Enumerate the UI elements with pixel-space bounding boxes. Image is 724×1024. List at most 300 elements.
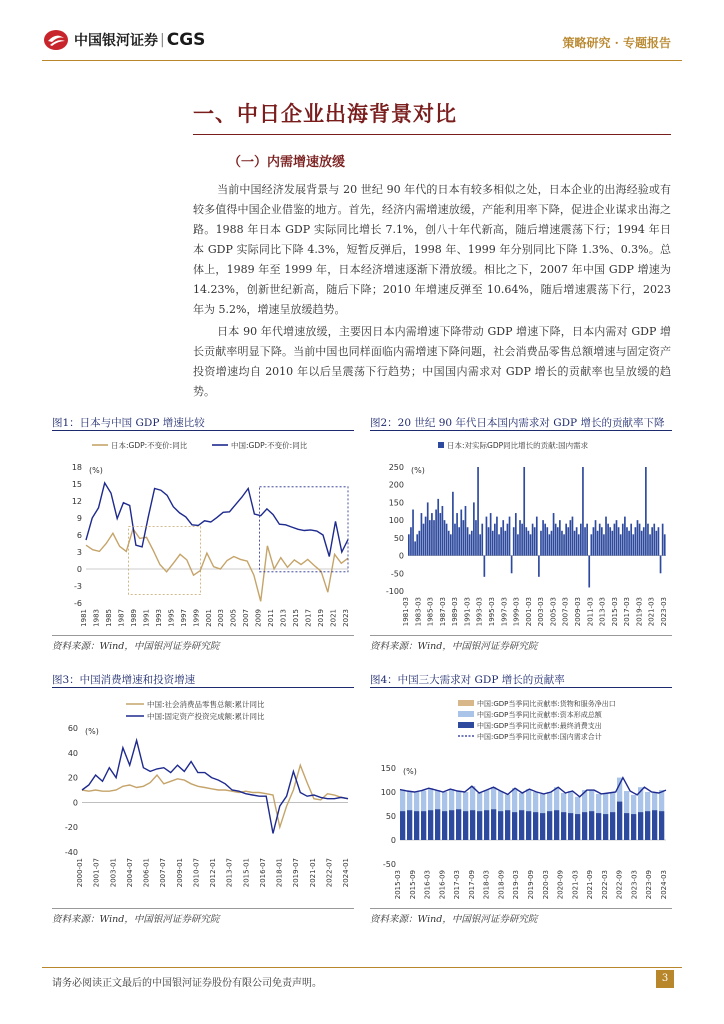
- bar: [551, 531, 553, 556]
- x-tick-label: 2021-01: [308, 858, 317, 888]
- bar: [517, 534, 519, 555]
- bar: [599, 524, 601, 556]
- bar: [593, 527, 595, 555]
- y-tick-label: -50: [390, 569, 404, 579]
- bar: [570, 520, 572, 555]
- bar: [465, 506, 467, 556]
- y-tick-label: 0: [72, 798, 78, 808]
- x-tick-label: 2021: [329, 609, 338, 627]
- bar: [555, 524, 557, 556]
- bar: [412, 510, 414, 556]
- bar: [589, 811, 594, 840]
- bar: [603, 534, 605, 555]
- bar: [463, 520, 465, 555]
- x-tick-label: 2001-03: [524, 597, 533, 627]
- x-tick-label: 2023-03: [630, 870, 639, 900]
- x-tick-label: 2015-09: [408, 870, 417, 900]
- x-tick-label: 1999: [192, 609, 201, 627]
- x-tick-label: 2009: [254, 609, 263, 627]
- bar: [620, 534, 622, 555]
- y-tick-label: 50: [385, 812, 396, 821]
- legend-label: 中国:固定资产投资完成额:累计同比: [147, 712, 265, 721]
- bar: [435, 510, 437, 556]
- bar: [458, 527, 460, 555]
- figure-4: [370, 672, 672, 925]
- bar: [652, 810, 657, 840]
- bar: [547, 811, 552, 840]
- bar: [452, 492, 454, 556]
- x-tick-label: 2011: [267, 609, 276, 627]
- bar: [433, 520, 435, 555]
- x-tick-label: 2009-03: [574, 597, 582, 627]
- bar: [659, 811, 664, 840]
- x-tick-label: 2015-03: [610, 597, 619, 627]
- y-tick-label: 0: [76, 565, 82, 574]
- bar: [460, 510, 462, 556]
- bar: [519, 520, 521, 555]
- bar: [549, 534, 551, 555]
- bar-chart: [370, 435, 672, 635]
- x-tick-label: 2015: [292, 609, 301, 627]
- x-tick-label: 2017-03: [453, 870, 462, 900]
- bar: [470, 810, 475, 840]
- bar: [632, 534, 634, 555]
- bar: [435, 809, 440, 840]
- x-tick-label: 1993-03: [475, 597, 484, 627]
- x-tick-label: 2021-03: [571, 870, 580, 900]
- bar: [559, 520, 561, 555]
- bar: [588, 556, 590, 588]
- bar: [515, 513, 517, 556]
- bar: [597, 531, 599, 556]
- figure-title: 图3：中国消费增速和投资增速: [52, 672, 354, 688]
- bar: [565, 524, 567, 556]
- x-tick-label: 1983-03: [414, 597, 423, 627]
- x-tick-label: 2007: [242, 609, 251, 627]
- bar: [477, 467, 479, 556]
- x-tick-label: 2019-07: [292, 858, 301, 888]
- legend-swatch: [458, 700, 474, 706]
- bar: [505, 810, 510, 840]
- y-tick-label: 150: [388, 498, 404, 508]
- bar: [626, 527, 628, 555]
- bar: [484, 810, 489, 840]
- bar: [617, 802, 622, 840]
- bar: [643, 527, 645, 555]
- y-tick-label: -100: [385, 587, 404, 596]
- figure-1: [52, 415, 354, 650]
- bar: [410, 527, 412, 555]
- x-tick-label: 2022-07: [325, 858, 334, 888]
- bar: [423, 524, 425, 556]
- bar: [523, 467, 525, 556]
- unit-label: (%): [85, 727, 99, 736]
- x-tick-label: 2020-03: [541, 870, 550, 900]
- brand-logo-icon: [42, 28, 70, 52]
- y-tick-label: 200: [388, 480, 404, 490]
- bar: [561, 812, 566, 840]
- section-divider: [193, 134, 671, 135]
- x-tick-label: 2010-07: [192, 858, 201, 888]
- report-type: 策略研究 · 专题报告: [562, 36, 671, 50]
- bar: [471, 531, 473, 556]
- y-tick-label: 9: [76, 514, 82, 523]
- legend-label: 中国:GDP当季同比贡献率:货物和服务净出口: [477, 700, 616, 708]
- legend-label: 中国:GDP当季同比贡献率:国内需求合计: [477, 733, 602, 741]
- unit-label: (%): [403, 767, 417, 776]
- bar: [649, 534, 651, 555]
- bar: [509, 517, 511, 556]
- bar: [647, 524, 649, 556]
- bar: [428, 810, 433, 840]
- y-tick-label: -20: [64, 823, 78, 833]
- x-tick-label: 2024-01: [342, 858, 350, 888]
- x-tick-label: 2022-09: [615, 870, 624, 900]
- section-title: 一、中日企业出海背景对比: [193, 101, 457, 126]
- bar: [601, 527, 603, 555]
- x-tick-label: 1985-03: [426, 597, 435, 627]
- bar: [454, 524, 456, 556]
- bar: [448, 531, 450, 556]
- x-tick-label: 1995-03: [488, 597, 496, 627]
- bar: [502, 520, 504, 555]
- bar: [534, 527, 536, 555]
- bar: [504, 531, 506, 556]
- paragraph-text: 日本 90 年代增速放缓，主要因日本内需增速下降带动 GDP 增速下降，日本内需对 GDP 增长贡献率明显下降。当前中国也同样面临内需增速下降问题，社会消费品零售总额增速与固定资产投资增速均自 2010 年以后呈震荡下行趋势；中国国内需求对 GDP 增长的贡献率也呈放缓的趋势。: [193, 325, 671, 398]
- x-tick-label: 2018-01: [275, 858, 284, 888]
- bar-chart: [370, 692, 672, 907]
- bar: [563, 534, 565, 555]
- y-tick-label: -3: [74, 582, 82, 591]
- legend-swatch: [458, 711, 474, 717]
- bar: [553, 513, 555, 556]
- x-tick-label: 1987: [117, 609, 126, 627]
- x-tick-label: 2016-03: [423, 870, 432, 900]
- y-tick-label: 100: [388, 516, 404, 526]
- bar: [463, 811, 468, 840]
- paragraph-text: 当前中国经济发展背景与 20 世纪 90 年代的日本有较多相似之处，日本企业的出海经验或有较多值得中国企业借鉴的地方。首先，经济内需增速放缓，产能利用率下降，促进企业谋求出海之路。1988 年日本 GDP 实际同比增长 7.1%，创八十年代新高，随后增速震荡下行；1994 年日本 GDP 实际同比下降 4.3%，短暂反弹后，1998 年、1999 年分别同比下降 1.3%、0.3%。总体上，1989 年至 1999 年，日本经济增速逐渐下滑放缓。相比之下，2007 年中国 GDP 增速为 14.23%，创新世纪新高，随后下降；2010 年增速反弹至 10.64%，随后增速震荡下行，2023 年为 5.2%，增速呈放缓趋势。: [193, 183, 671, 316]
- x-tick-label: 2022-03: [600, 870, 609, 900]
- x-tick-label: 1989: [129, 609, 138, 627]
- bar: [596, 813, 601, 840]
- bar: [490, 513, 492, 556]
- bar: [653, 524, 655, 556]
- bar: [475, 520, 477, 555]
- x-tick-label: 2016-07: [258, 858, 267, 888]
- bar: [519, 810, 524, 840]
- series-line: [86, 483, 348, 557]
- bar: [431, 513, 433, 556]
- bar: [525, 527, 527, 555]
- legend-swatch: [458, 722, 474, 728]
- bar: [513, 527, 515, 555]
- y-tick-label: 15: [71, 480, 82, 489]
- bar: [630, 524, 632, 556]
- x-tick-label: 2001-07: [92, 858, 101, 888]
- y-tick-label: 12: [71, 497, 82, 506]
- x-tick-label: 2011-03: [586, 597, 595, 627]
- y-tick-label: 60: [67, 724, 78, 733]
- y-tick-label: 3: [76, 548, 82, 557]
- footer-disclaimer: 请务必阅读正文最后的中国银河证券股份有限公司免责声明。: [52, 978, 322, 989]
- x-tick-label: 1993: [154, 609, 163, 627]
- x-tick-label: 2012-01: [209, 858, 217, 888]
- x-tick-label: 2018-03: [482, 870, 491, 900]
- y-tick-label: -50: [382, 860, 396, 869]
- bar: [469, 534, 471, 555]
- bar: [486, 517, 488, 556]
- bar: [456, 809, 461, 840]
- bar: [407, 810, 412, 840]
- y-tick-label: 50: [393, 533, 404, 543]
- bar: [605, 517, 607, 556]
- bar: [414, 541, 416, 555]
- x-tick-label: 2007-07: [159, 858, 168, 888]
- line-chart: [52, 435, 354, 635]
- y-tick-label: 0: [398, 551, 404, 561]
- x-tick-label: 2021-03: [647, 597, 656, 627]
- bar: [481, 524, 483, 556]
- bar: [645, 467, 647, 556]
- bar: [418, 531, 420, 556]
- bar: [429, 520, 431, 555]
- bar: [498, 811, 503, 840]
- bar: [526, 811, 531, 840]
- x-tick-label: 2019: [317, 609, 326, 627]
- x-tick-label: 2017: [304, 609, 313, 627]
- bar: [427, 502, 429, 555]
- x-tick-label: 2013: [279, 609, 288, 627]
- x-tick-label: 1989-03: [451, 597, 460, 627]
- bar: [607, 524, 609, 556]
- bar: [538, 556, 540, 577]
- bar: [662, 524, 664, 556]
- bar: [658, 527, 660, 555]
- bar: [449, 810, 454, 840]
- legend-label: 中国:GDP:不变价:同比: [231, 441, 308, 450]
- x-tick-label: 2019-03: [512, 870, 521, 900]
- highlight-box: [129, 527, 201, 595]
- header-divider: [42, 60, 682, 61]
- x-tick-label: 1981-03: [402, 597, 410, 627]
- figure-source: 资料来源：Wind，中国银河证券研究院: [52, 908, 354, 925]
- figure-title: 图2：20 世纪 90 年代日本国内需求对 GDP 增长的贡献率下降: [370, 415, 672, 431]
- x-tick-label: 2021-09: [586, 870, 595, 900]
- x-tick-label: 2013-07: [225, 858, 234, 888]
- bar: [484, 556, 486, 577]
- bar: [473, 502, 475, 555]
- bar: [400, 811, 405, 840]
- bar: [580, 524, 582, 556]
- bar: [595, 520, 597, 555]
- bar: [554, 810, 559, 840]
- bar: [603, 814, 608, 840]
- x-tick-label: 2023-09: [645, 870, 654, 900]
- x-tick-label: 1991-03: [463, 597, 472, 627]
- bar: [622, 524, 624, 556]
- x-tick-label: 1983: [92, 609, 101, 627]
- figure-source: 资料来源：Wind，中国银河证券研究院: [370, 635, 672, 652]
- x-tick-label: 2003-03: [537, 597, 546, 627]
- bar: [416, 534, 418, 555]
- bar: [624, 517, 626, 556]
- bar: [521, 524, 523, 556]
- x-tick-label: 2003-01: [109, 858, 118, 888]
- bar: [444, 520, 446, 555]
- bar: [442, 506, 444, 556]
- figure-source: 资料来源：Wind，中国银河证券研究院: [52, 635, 354, 652]
- y-tick-label: 40: [67, 748, 78, 758]
- x-tick-label: 2017-09: [467, 870, 476, 900]
- y-tick-label: 18: [71, 463, 82, 472]
- x-tick-label: 2023: [342, 609, 350, 627]
- bar: [456, 513, 458, 556]
- bar: [479, 534, 481, 555]
- x-tick-label: 2020-09: [556, 870, 565, 900]
- bar: [561, 531, 563, 556]
- unit-label: (%): [411, 466, 425, 475]
- bar: [578, 534, 580, 555]
- bar: [645, 811, 650, 840]
- x-tick-label: 1997-03: [500, 597, 509, 627]
- subsection-title: （一）内需增速放缓: [228, 155, 346, 170]
- x-tick-label: 2018-09: [497, 870, 506, 900]
- bar: [450, 534, 452, 555]
- x-tick-label: 2003: [217, 609, 226, 627]
- bar: [651, 527, 653, 555]
- bar: [610, 812, 615, 840]
- x-tick-label: 1991: [142, 609, 151, 627]
- series-line: [86, 529, 348, 602]
- bar: [496, 517, 498, 556]
- bar: [542, 520, 544, 555]
- bar: [498, 534, 500, 555]
- bar: [536, 517, 538, 556]
- bar: [609, 527, 611, 555]
- bar: [530, 534, 532, 555]
- x-tick-label: 2016-09: [438, 870, 447, 900]
- x-tick-label: 2005: [229, 609, 238, 627]
- footer-divider: [42, 967, 682, 968]
- bar: [638, 812, 643, 840]
- bar: [546, 527, 548, 555]
- bar: [544, 524, 546, 556]
- x-tick-label: 2024-03: [660, 870, 668, 900]
- bar: [494, 524, 496, 556]
- x-tick-label: 2023-03: [660, 597, 668, 627]
- figure-3: [52, 672, 354, 925]
- brand-separator: |: [160, 32, 165, 48]
- bar: [586, 524, 588, 556]
- bar: [631, 814, 636, 840]
- bar: [442, 811, 447, 840]
- y-tick-label: 250: [388, 463, 404, 472]
- bar: [439, 513, 441, 556]
- x-tick-label: 1999-03: [512, 597, 521, 627]
- legend-label: 中国:GDP当季同比贡献率:资本形成总额: [477, 711, 602, 719]
- bar: [492, 531, 494, 556]
- bar: [582, 812, 587, 840]
- legend-swatch: [438, 442, 444, 448]
- bar: [628, 531, 630, 556]
- bar: [421, 811, 426, 840]
- bar: [639, 524, 641, 556]
- brand-logo: [42, 28, 205, 52]
- bar: [528, 531, 530, 556]
- x-tick-label: 2004-07: [125, 858, 134, 888]
- y-tick-label: -6: [74, 599, 82, 608]
- x-tick-label: 1981: [80, 609, 88, 627]
- x-tick-label: 2015-03: [394, 870, 402, 900]
- bar: [575, 814, 580, 840]
- x-tick-label: 2017-03: [623, 597, 632, 627]
- line-chart: [52, 692, 354, 907]
- bar: [567, 527, 569, 555]
- bar: [507, 524, 509, 556]
- brand-name-en: CGS: [166, 30, 206, 50]
- bar: [574, 531, 576, 556]
- page-header: [0, 0, 724, 62]
- bar: [511, 556, 513, 574]
- x-tick-label: 2000-01: [76, 858, 84, 888]
- legend-label: 中国:社会消费品零售总额:累计同比: [147, 700, 265, 709]
- bar: [414, 811, 419, 840]
- bar: [568, 813, 573, 840]
- x-tick-label: 2005-03: [549, 597, 558, 627]
- bar: [467, 527, 469, 555]
- bar: [421, 513, 423, 556]
- legend-label: 中国:GDP当季同比贡献率:最终消费支出: [477, 722, 602, 730]
- bar: [512, 812, 517, 840]
- bar: [477, 811, 482, 840]
- x-tick-label: 1997: [179, 609, 188, 627]
- bar: [408, 534, 410, 555]
- x-tick-label: 2007-03: [561, 597, 570, 627]
- x-tick-label: 2013-03: [598, 597, 607, 627]
- bar: [437, 499, 439, 556]
- bar: [582, 467, 584, 556]
- bar: [656, 531, 658, 556]
- figure-source: 资料来源：Wind，中国银河证券研究院: [370, 908, 672, 925]
- y-tick-label: -40: [64, 848, 78, 857]
- x-tick-label: 2009-01: [175, 858, 184, 888]
- bar: [540, 813, 545, 840]
- bar: [637, 520, 639, 555]
- page-number: 3: [656, 970, 674, 988]
- legend-label: 日本:GDP:不变价:同比: [111, 441, 188, 450]
- x-tick-label: 2006-01: [142, 858, 151, 888]
- unit-label: (%): [89, 466, 103, 475]
- x-tick-label: 2019-09: [527, 870, 535, 900]
- x-tick-label: 2019-03: [635, 597, 644, 627]
- bar: [576, 527, 578, 555]
- y-tick-label: 0: [390, 836, 396, 845]
- body-paragraph: [193, 180, 671, 320]
- bar: [618, 527, 620, 555]
- y-tick-label: 150: [380, 764, 396, 773]
- brand-name-cn: 中国银河证券: [74, 33, 158, 49]
- legend-label: 日本:对实际GDP同比增长的贡献:国内需求: [447, 441, 589, 450]
- bar: [635, 527, 637, 555]
- bar: [641, 531, 643, 556]
- bar: [540, 531, 542, 556]
- figure-2: [370, 415, 672, 650]
- bar: [584, 527, 586, 555]
- figure-title: 图1：日本与中国 GDP 增速比较: [52, 415, 354, 431]
- bar: [616, 520, 618, 555]
- x-tick-label: 1995: [167, 609, 176, 627]
- bar: [500, 527, 502, 555]
